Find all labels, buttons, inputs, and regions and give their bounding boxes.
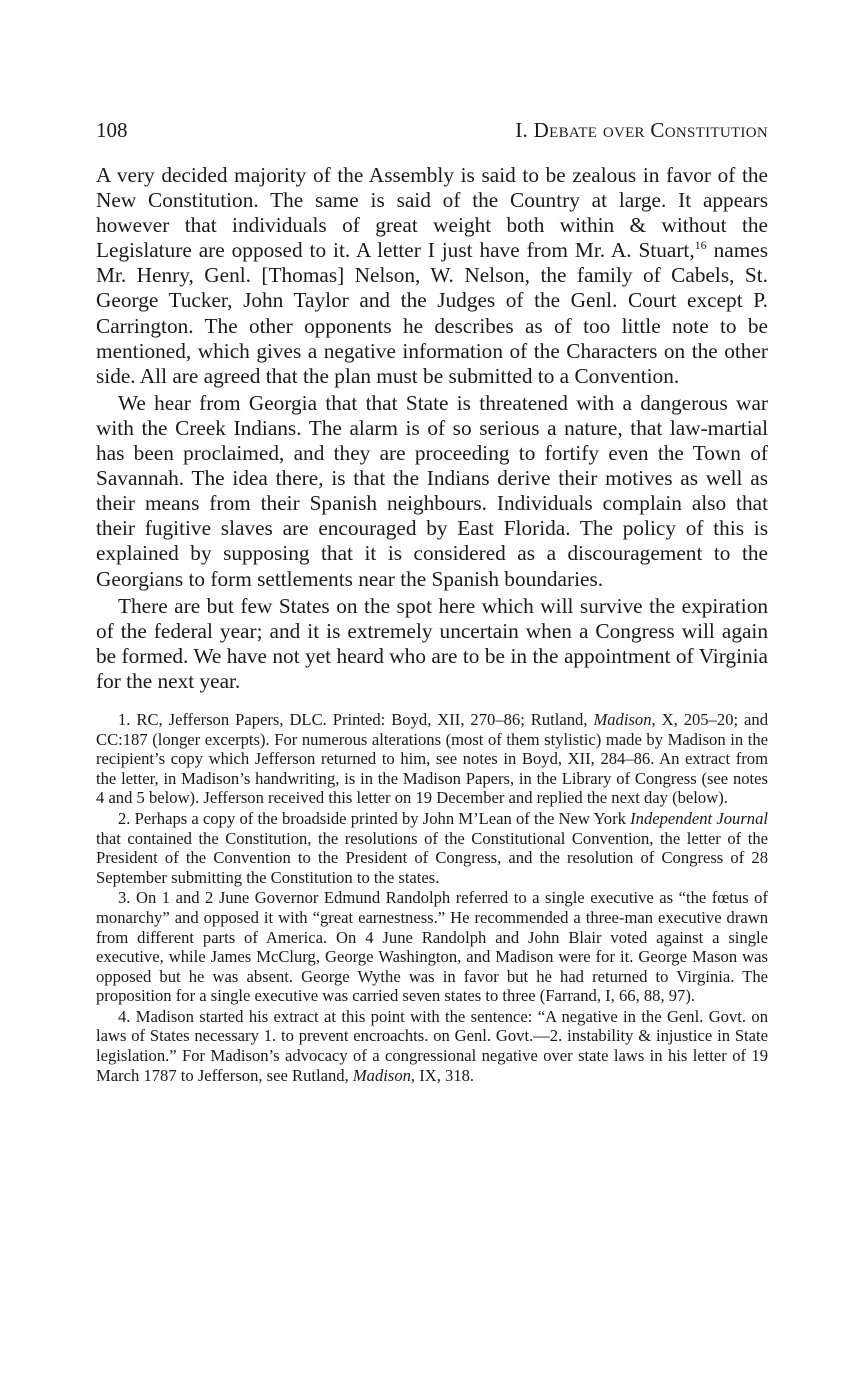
paragraph-1-text-b: names Mr. Henry, Genl. [Thomas] Nelson, W. Nelson, the family of Cabels, St. George Tucker, John Taylor and the Judges of the Genl. Court except P. Carrington. The other opponents he describes as of too little note to be mentioned, which gives a negative information of the Characters on the other side. All are agreed that the plan must be submitted to a Convention. <box>96 238 769 388</box>
footnote-4-italic: Madison <box>352 1065 411 1085</box>
paragraph-1-text-a: A very decided majority of the Assembly is said to be zealous in favor of the New Constitution. The same is said of the Country at large. It appears however that individuals of great weight both within & without the Legislature are opposed to it. A letter I just have from Mr. A. Stuart, <box>96 163 768 263</box>
footnote-1 <box>96 710 768 808</box>
footnote-1-italic: Madison <box>593 709 652 729</box>
paragraph-1 <box>96 163 768 389</box>
footnote-2-text-a: 2. Perhaps a copy of the broadside printed by John M’Lean of the New York <box>118 808 631 828</box>
footnote-4 <box>96 1007 768 1085</box>
page-number: 108 <box>96 118 128 142</box>
note-reference: 16 <box>694 238 707 253</box>
footnote-2-text-b: that contained the Constitution, the resolutions of the Constitutional Convention, the letter of the President of the Convention to the President of Congress, and the resolution of Congress of 28 September submitting the Constitution to the states. <box>96 828 768 887</box>
body-text <box>96 163 768 694</box>
footnote-1-text-b: , X, 205–20; and CC:187 (longer excerpts). For numerous alterations (most of them stylistic) made by Madison in the recipient’s copy which Jefferson returned to him, see notes in Boyd, XII, 284–86. An extract from the letter, in Madison’s handwriting, is in the Madison Papers, in the Library of Congress (see notes 4 and 5 below). Jefferson received this letter on 19 December and replied the next day (below). <box>96 709 769 808</box>
footnote-4-text-a: 4. Madison started his extract at this point with the sentence: “A negative in the Genl. Govt. on laws of States necessary 1. to prevent encroachts. on Genl. Govt.—2. instability & injustice in State legislation.” For Madison’s advocacy of a congressional negative over state laws in his letter of 19 March 1787 to Jefferson, see Rutland, <box>96 1006 768 1085</box>
running-head <box>96 118 768 143</box>
page <box>96 118 768 1085</box>
footnotes <box>96 710 768 1085</box>
footnote-4-text-b: , IX, 318. <box>410 1065 475 1085</box>
paragraph-2: We hear from Georgia that that State is threatened with a dangerous war with the Creek Indians. The alarm is of so serious a nature, that law-martial has been proclaimed, and they are proceeding to fortify even the Town of Savannah. The idea there, is that the Indians derive their motives as well as their means from their Spanish neighbours. Individuals complain also that their fugitive slaves are encouraged by East Florida. The policy of this is explained by supposing that it is considered as a discouragement to the Georgians to form settlements near the Spanish boundaries. <box>96 390 768 591</box>
footnote-2-italic: Independent Journal <box>630 808 768 828</box>
running-title: I. Debate over Constitution <box>515 118 768 142</box>
footnote-1-text-a: 1. RC, Jefferson Papers, DLC. Printed: Boyd, XII, 270–86; Rutland, <box>118 709 594 729</box>
footnote-3: 3. On 1 and 2 June Governor Edmund Randolph referred to a single executive as “the fœtus of monarchy” and opposed it with “great earnestness.” He recommended a three-man executive drawn from different parts of America. On 4 June Randolph and John Blair voted against a single executive, while James McClurg, George Washington, and Madison were for it. George Mason was opposed but he was absent. George Wythe was in favor but he had returned to Virginia. The proposition for a single executive was carried seven states to three (Farrand, I, 66, 88, 97). <box>96 888 768 1006</box>
paragraph-3: There are but few States on the spot here which will survive the expiration of the federal year; and it is extremely uncertain when a Congress will again be formed. We have not yet heard who are to be in the appointment of Virginia for the next year. <box>96 593 768 693</box>
footnote-2 <box>96 809 768 887</box>
